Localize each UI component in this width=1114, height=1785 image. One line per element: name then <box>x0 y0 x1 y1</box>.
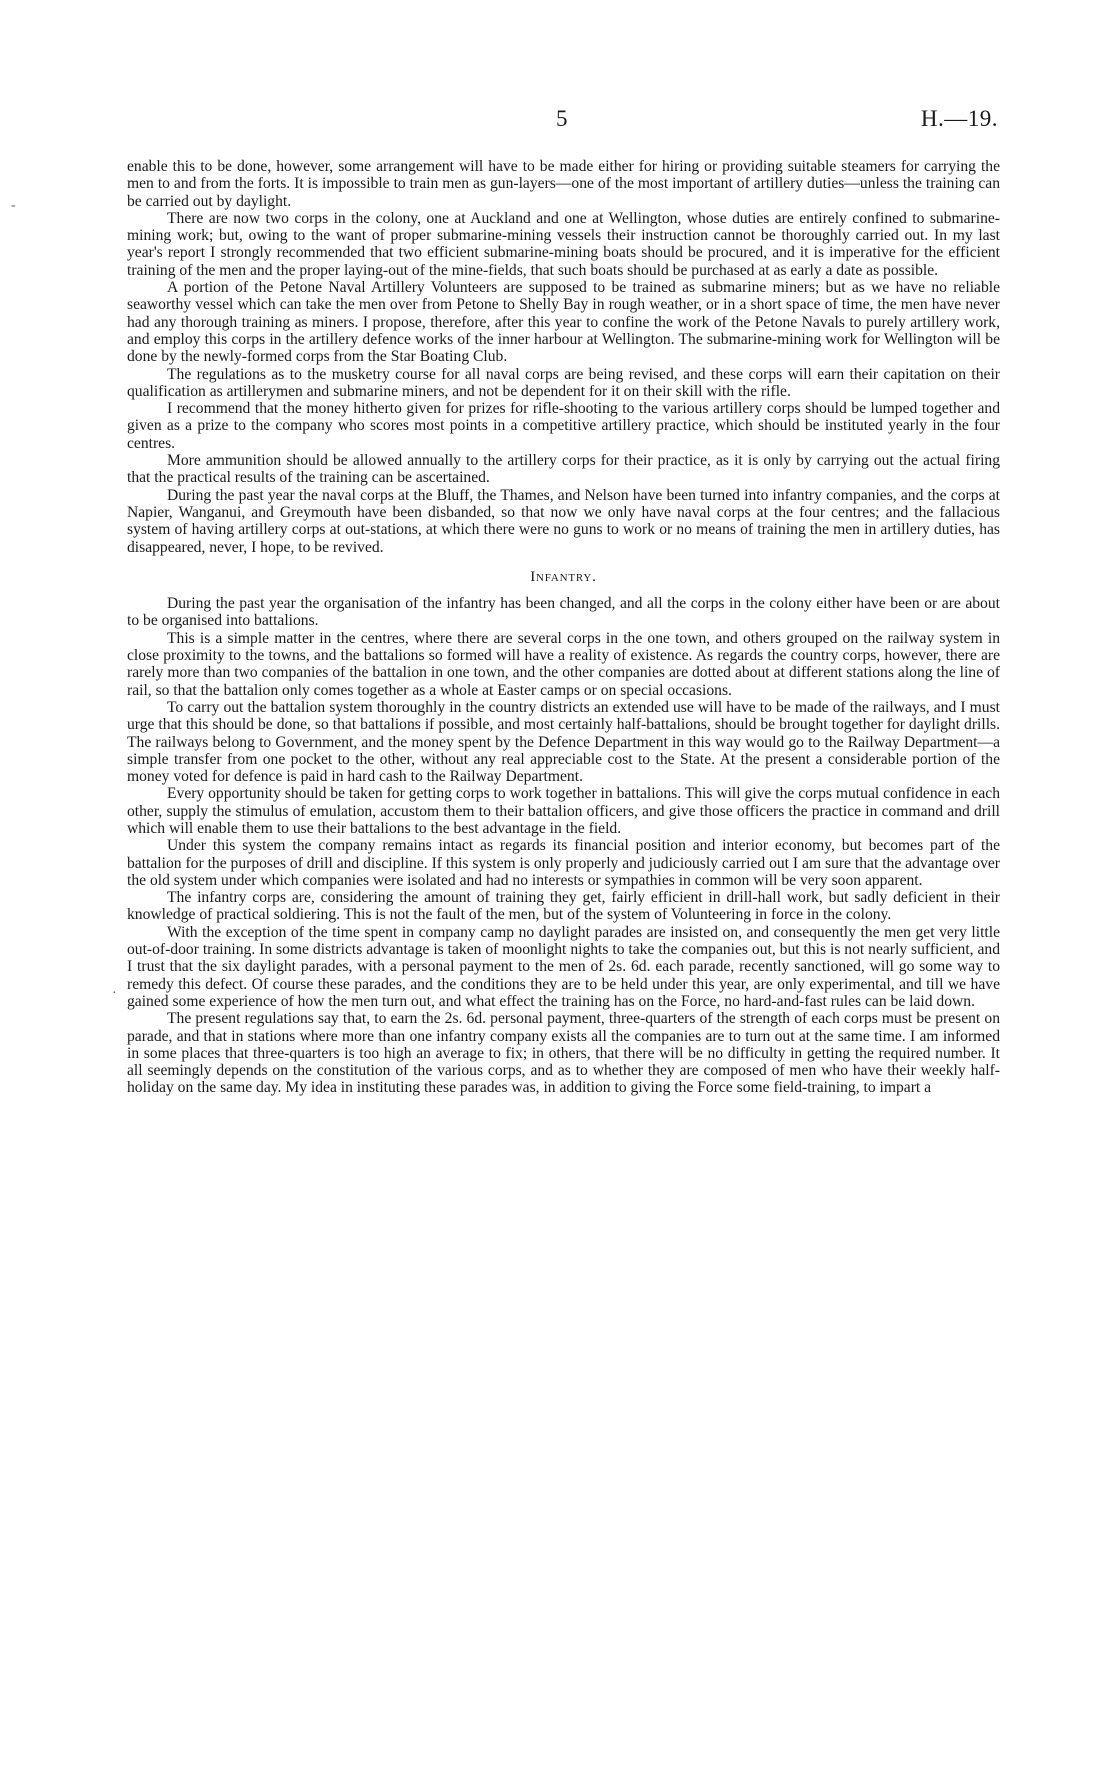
paragraph: During the past year the organisation of the infantry has been changed, and all the corps in the colony either have been or are about to be organised into battalions. <box>127 595 1000 630</box>
page-number: 5 <box>556 106 568 131</box>
margin-mark: · <box>112 986 117 1001</box>
paragraph: There are now two corps in the colony, one at Auckland and one at Wellington, whose duties are entirely confined to submarine-mining work; but, owing to the want of proper submarine-mining vessels their instruction cannot be thoroughly carried out. In my last year's report I strongly recommended that two efficient submarine-mining boats should be procured, and it is imperative for the efficient training of the men and the proper laying-out of the mine-fields, that such boats should be purchased at as early a date as possible. <box>127 209 1000 279</box>
paragraph: A portion of the Petone Naval Artillery Volunteers are supposed to be trained as submarine miners; but as we have no reliable seaworthy vessel which can take the men over from Petone to Shelly Bay in rough weather, or in a short space of time, the men have never had any thorough training as miners. I propose, therefore, after this year to confine the work of the Petone Navals to purely artillery work, and employ this corps in the artillery defence works of the inner harbour at Wellington. The submarine-mining work for Wellington will be done by the newly-formed corps from the Star Boating Club. <box>127 279 1000 366</box>
paragraph: The present regulations say that, to earn the 2s. 6d. personal payment, three-quarters of the strength of each corps must be present on parade, and that in stations where more than one infantry company exists all the companies are to turn out at the same time. I am informed in some places that three-quarters is too high an average to fix; in others, that there will be no difficulty in getting the required number. It all seemingly depends on the constitution of the various corps, and as to whether they are composed of men who have their weekly half-holiday on the same day. My idea in instituting these parades was, in addition to giving the Force some field-training, to impart a <box>127 1010 1000 1097</box>
paragraph: I recommend that the money hitherto given for prizes for rifle-shooting to the various artillery corps should be lumped together and given as a prize to the company who scores most points in a competitive artillery practice, which should be instituted yearly in the four centres. <box>127 400 1000 452</box>
paragraph: The infantry corps are, considering the amount of training they get, fairly efficient in drill-hall work, but sadly deficient in their knowledge of practical soldiering. This is not the fault of the men, but of the system of Volunteering in force in the colony. <box>127 889 1000 924</box>
body-text <box>127 158 1000 1097</box>
paragraph: During the past year the naval corps at the Bluff, the Thames, and Nelson have been turned into infantry companies, and the corps at Napier, Wanganui, and Greymouth have been disbanded, so that now we only have naval corps at the four centres; and the fallacious system of having artillery corps at out-stations, at which there were no guns to work or no means of training the men in artillery duties, has disappeared, never, I hope, to be revived. <box>127 486 1000 556</box>
paragraph: The regulations as to the musketry course for all naval corps are being revised, and these corps will earn their capitation on their qualification as artillerymen and submarine miners, and not be dependent for it on their skill with the rifle. <box>127 365 1000 400</box>
paragraph: This is a simple matter in the centres, where there are several corps in the one town, and others grouped on the railway system in close proximity to the towns, and the battalions so formed will have a reality of existence. As regards the country corps, however, there are rarely more than two companies of the battalion in one town, and the other companies are dotted about at different stations along the line of rail, so that the battalion only comes together as a whole at Easter camps or on special occasions. <box>127 629 1000 699</box>
paragraph: enable this to be done, however, some arrangement will have to be made either for hiring or providing suitable steamers for carrying the men to and from the forts. It is impossible to train men as gun-layers—one of the most important of artillery duties—unless the training can be carried out by daylight. <box>127 158 1000 210</box>
paragraph: With the exception of the time spent in company camp no daylight parades are insisted on, and consequently the men get very little out-of-door training. In some districts advantage is taken of moonlight nights to take the companies out, but this is not nearly sufficient, and I trust that the six daylight parades, with a personal payment to the men of 2s. 6d. each parade, recently sanctioned, will go some way to remedy this defect. Of course these parades, and the conditions they are to be held under this year, are only experimental, and till we have gained some experience of how the men turn out, and what effect the training has on the Force, no hard-and-fast rules can be laid down. <box>127 923 1000 1010</box>
margin-mark: - <box>11 198 16 213</box>
section-heading-infantry: Infantry. <box>530 568 597 585</box>
document-reference: H.—19. <box>920 106 998 131</box>
paragraph: Under this system the company remains intact as regards its financial position and interior economy, but becomes part of the battalion for the purposes of drill and discipline. If this system is only properly and judiciously carried out I am sure that the advantage over the old system under which companies were isolated and had no interests or sympathies in common will be very soon apparent. <box>127 837 1000 889</box>
paragraph: More ammunition should be allowed annually to the artillery corps for their practice, as it is only by carrying out the actual firing that the practical results of the training can be ascertained. <box>127 452 1000 487</box>
paragraph: To carry out the battalion system thoroughly in the country districts an extended use will have to be made of the railways, and I must urge that this should be done, so that battalions if possible, and most certainly half-battalions, should be brought together for daylight drills. The railways belong to Government, and the money spent by the Defence Department in this way would go to the Railway Department—a simple transfer from one pocket to the other, without any real appreciable cost to the State. At the present a considerable portion of the money voted for defence is paid in hard cash to the Railway Department. <box>127 698 1000 786</box>
page-header <box>0 106 1114 140</box>
paragraph: Every opportunity should be taken for getting corps to work together in battalions. This will give the corps mutual confidence in each other, supply the stimulus of emulation, accustom them to their battalion officers, and give those officers the practice in command and drill which will enable them to use their battalions to the best advantage in the field. <box>127 785 1000 837</box>
